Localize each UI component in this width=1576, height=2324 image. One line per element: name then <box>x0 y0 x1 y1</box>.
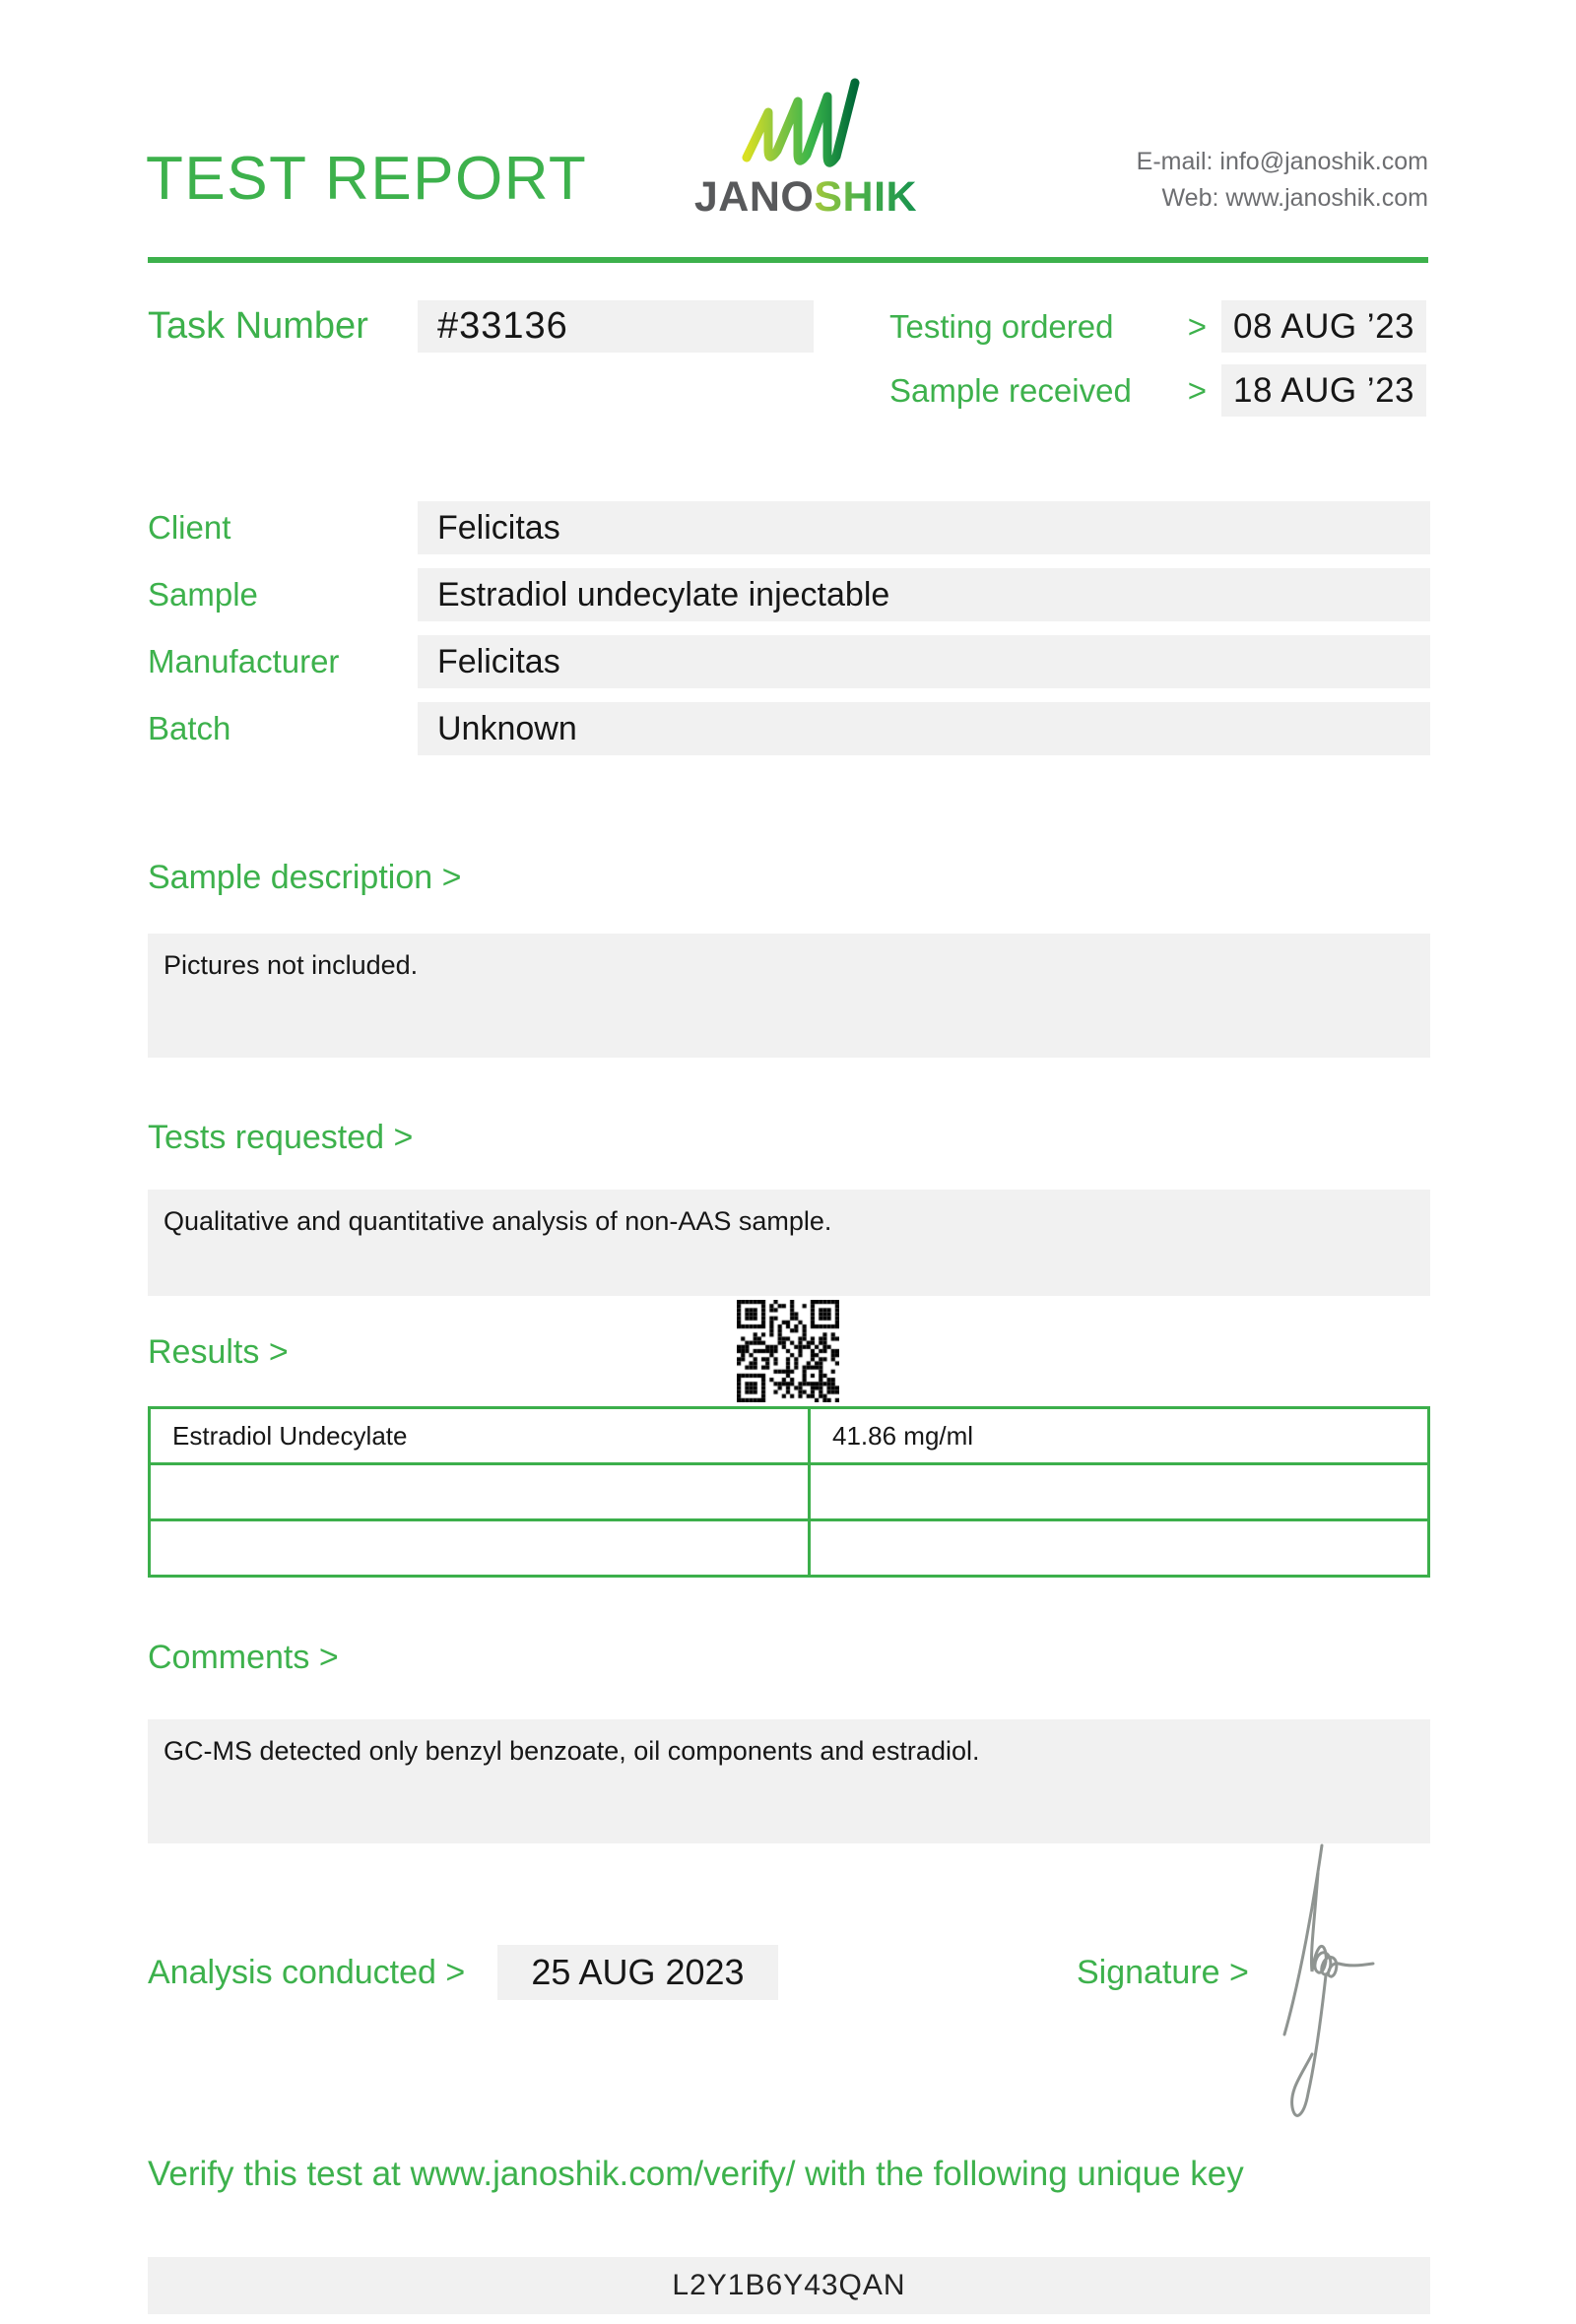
result-value <box>810 1520 1429 1577</box>
table-row <box>150 1520 1429 1577</box>
logo-wordmark-primary: JANO <box>693 173 815 221</box>
contact-block <box>837 144 1428 217</box>
sample-description-body: Pictures not included. <box>148 934 1430 1058</box>
table-row <box>150 1408 1429 1464</box>
results-table <box>148 1406 1430 1578</box>
header-divider <box>148 257 1428 263</box>
tests-requested-heading: Tests requested > <box>148 1119 414 1156</box>
chevron-right-icon: > <box>1187 372 1207 409</box>
analysis-conducted-label: Analysis conducted > <box>148 1954 466 1991</box>
task-number-label: Task Number <box>148 305 368 347</box>
chevron-right-icon: > <box>1187 308 1207 345</box>
logo-wordmark-secondary: SHIK <box>814 173 918 221</box>
batch-value: Unknown <box>418 702 1430 755</box>
result-analyte: Estradiol Undecylate <box>150 1408 810 1464</box>
testing-ordered-value: 08 AUG ’23 <box>1221 300 1426 353</box>
qr-code <box>737 1300 839 1402</box>
sample-label: Sample <box>148 576 258 613</box>
page-title: TEST REPORT <box>146 145 588 213</box>
result-value: 41.86 mg/ml <box>810 1408 1429 1464</box>
client-label: Client <box>148 509 231 546</box>
verify-key: L2Y1B6Y43QAN <box>148 2257 1430 2314</box>
result-value <box>810 1464 1429 1520</box>
tests-requested-body: Qualitative and quantitative analysis of non-AAS sample. <box>148 1190 1430 1296</box>
sample-description-heading: Sample description > <box>148 859 462 896</box>
manufacturer-label: Manufacturer <box>148 643 340 679</box>
batch-label: Batch <box>148 710 231 746</box>
contact-web: Web: www.janoshik.com <box>1161 184 1428 212</box>
result-analyte <box>150 1464 810 1520</box>
comments-heading: Comments > <box>148 1639 339 1676</box>
table-row <box>150 1464 1429 1520</box>
result-analyte <box>150 1520 810 1577</box>
verify-instructions: Verify this test at www.janoshik.com/verify/ with the following unique key <box>148 2155 1244 2193</box>
signature-scribble <box>1261 1840 1428 2145</box>
client-value: Felicitas <box>418 501 1430 554</box>
sample-value: Estradiol undecylate injectable <box>418 568 1430 621</box>
sample-received-label: Sample received > <box>889 364 1207 417</box>
results-heading: Results > <box>148 1333 289 1371</box>
signature-label: Signature > <box>1077 1954 1249 1991</box>
testing-ordered-label: Testing ordered > <box>889 300 1207 353</box>
task-number-value: #33136 <box>418 300 814 353</box>
sample-received-value: 18 AUG ’23 <box>1221 364 1426 417</box>
contact-email: E-mail: info@janoshik.com <box>1136 148 1428 175</box>
analysis-conducted-value: 25 AUG 2023 <box>497 1945 778 2000</box>
comments-body: GC-MS detected only benzyl benzoate, oil components and estradiol. <box>148 1719 1430 1843</box>
manufacturer-value: Felicitas <box>418 635 1430 688</box>
